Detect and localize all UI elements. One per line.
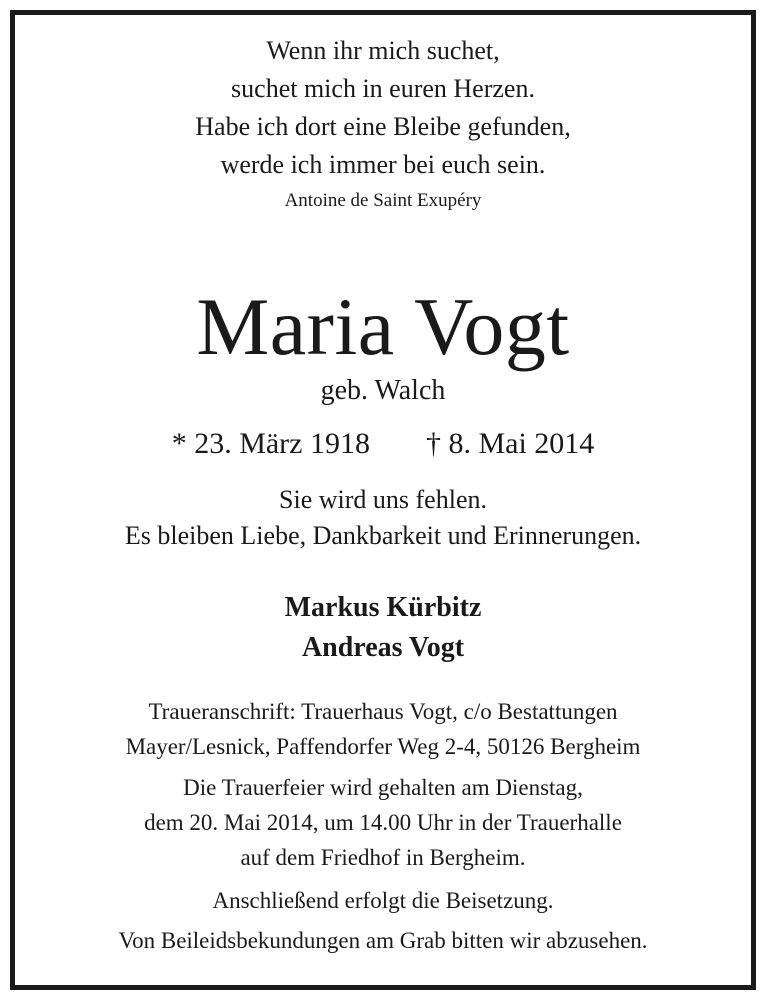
poem-quote (15, 32, 751, 184)
life-dates (15, 424, 751, 464)
poem-line: werde ich immer bei euch sein. (220, 150, 546, 179)
burial-info: Anschließend erfolgt die Beisetzung. (212, 888, 554, 913)
mourner-name: Andreas Vogt (301, 632, 465, 663)
mourning-address (15, 694, 751, 764)
poem-line: suchet mich in euren Herzen. (231, 74, 535, 103)
condolence-note: Von Beileidsbekundungen am Grab bitten wir abzusehen. (118, 928, 648, 953)
farewell-message (15, 482, 751, 554)
address-line: Mayer/Lesnick, Paffendorfer Weg 2-4, 50126 Bergheim (125, 734, 641, 759)
message-line: Sie wird uns fehlen. (279, 485, 487, 514)
ceremony-line: dem 20. Mai 2014, um 14.00 Uhr in der Trauerhalle (144, 810, 622, 835)
deceased-name: Maria Vogt (196, 281, 570, 372)
birth-name: geb. Walch (320, 375, 446, 406)
ceremony-line: Die Trauerfeier wird gehalten am Dienstag, (183, 775, 583, 800)
poem-line: Habe ich dort eine Bleibe gefunden, (195, 112, 571, 141)
obituary-notice (15, 15, 751, 958)
mourners (15, 588, 751, 668)
death-date: † 8. Mai 2014 (425, 427, 595, 460)
birth-date: * 23. März 1918 (171, 427, 370, 460)
ceremony-line: auf dem Friedhof in Bergheim. (240, 845, 526, 870)
message-line: Es bleiben Liebe, Dankbarkeit und Erinnerungen. (124, 521, 642, 550)
address-line: Traueranschrift: Trauerhaus Vogt, c/o Bestattungen (148, 699, 618, 724)
mourner-name: Markus Kürbitz (284, 592, 482, 623)
funeral-ceremony-info (15, 770, 751, 875)
poem-line: Wenn ihr mich suchet, (266, 36, 500, 65)
poem-author: Antoine de Saint Exupéry (284, 190, 482, 211)
